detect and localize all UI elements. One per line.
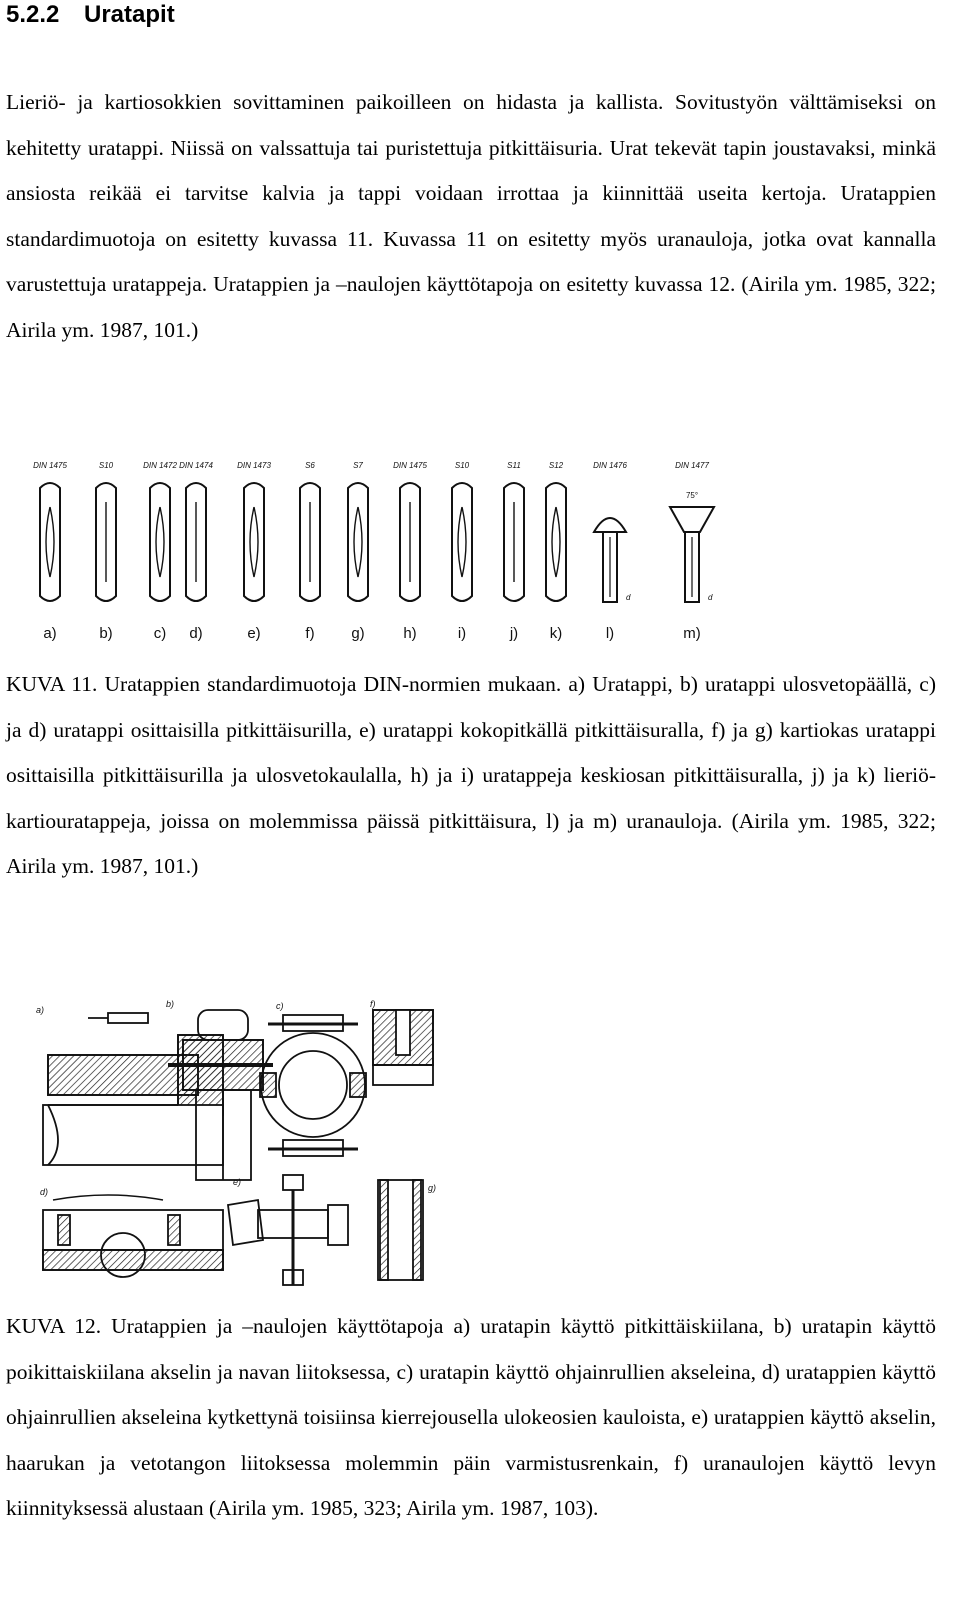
diameter-label: d <box>626 593 631 602</box>
drawing-f-nail-plate <box>373 1010 433 1085</box>
pin-standard-label: DIN 1476 <box>593 461 627 470</box>
grooved-pin-drawing <box>96 483 116 601</box>
figure-11-grooved-pins <box>28 452 728 648</box>
diameter-label: d <box>708 593 713 602</box>
drawing-label: g) <box>428 1183 437 1193</box>
pin-letter-label: j) <box>509 625 519 642</box>
grooved-pin-drawing <box>504 483 524 601</box>
grooved-pin-drawing <box>40 483 60 601</box>
grooved-pin-drawing <box>300 483 320 601</box>
grooved-nail-drawing <box>670 491 714 602</box>
drawing-label: d) <box>40 1187 49 1197</box>
pin-standard-label: S10 <box>98 461 114 470</box>
grooved-pin-drawing <box>400 483 420 601</box>
pin-letter-label: d) <box>189 625 203 642</box>
pin-standard-label: S11 <box>507 461 521 470</box>
drawing-label: c) <box>276 1001 284 1011</box>
pin-standard-label: S7 <box>353 461 363 470</box>
grooved-pin-drawing <box>546 483 566 601</box>
figure-12-drawing <box>28 995 448 1295</box>
pin-standard-label: DIN 1474 <box>179 461 213 470</box>
figure-11-caption: KUVA 11. Uratappien standardimuotoja DIN-normien mukaan. a) Uratappi, b) uratappi ulosvetopäällä, c) ja d) uratappi osittaisilla pitkittäisurilla, e) uratappi kokopitkällä pitkittäisuralla, f) ja g) kartiokas uratappi osittaisilla pitkittäisurilla ja ulosvetokaulalla, h) ja i) uratappeja keskiosan pitkittäisuralla, j) ja k) lieriö-kartiouratappeja, joissa on molemmissa päissä pitkittäisura, l) ja m) uranauloja. (Airila ym. 1985, 322; Airila ym. 1987, 101.) <box>6 672 936 878</box>
grooved-pin-drawing <box>186 483 206 601</box>
pin-letter-label: c) <box>153 625 167 642</box>
drawing-label: b) <box>166 999 175 1009</box>
grooved-pin-drawing <box>150 483 170 601</box>
angle-label: 75° <box>685 491 699 500</box>
drawing-d-spring-rollers <box>43 1195 223 1277</box>
pin-standard-label: DIN 1475 <box>33 461 67 470</box>
pin-letter-label: k) <box>549 625 563 642</box>
pin-letter-label: f) <box>305 625 315 642</box>
pin-standard-label: S10 <box>454 461 470 470</box>
pin-letter-label: m) <box>683 625 701 642</box>
pin-letter-label: g) <box>351 625 365 642</box>
pin-standard-label: DIN 1472 <box>143 461 177 470</box>
pin-letter-label: h) <box>403 625 417 642</box>
section-number: 5.2.2 <box>6 1 60 28</box>
pin-letter-label: a) <box>43 625 57 642</box>
drawing-label: f) <box>370 999 376 1009</box>
drawing-e-fork-rod <box>228 1175 348 1285</box>
figure-11-drawing <box>28 452 728 648</box>
pin-standard-label: S6 <box>305 461 315 470</box>
figure-12-usage-drawings <box>28 995 448 1295</box>
pin-standard-label: DIN 1473 <box>237 461 271 470</box>
pin-letter-label: l) <box>605 625 615 642</box>
grooved-nail-drawing <box>594 518 631 602</box>
section-title: Uratapit <box>84 1 175 28</box>
grooved-pin-drawing <box>348 483 368 601</box>
section-heading <box>6 0 175 30</box>
grooved-pin-drawing <box>244 483 264 601</box>
pin-letter-label: b) <box>99 625 113 642</box>
pin-letter-label: e) <box>247 625 261 642</box>
drawing-label: e) <box>233 1177 242 1187</box>
figure-12-caption: KUVA 12. Uratappien ja –naulojen käyttötapoja a) uratapin käyttö pitkittäiskiilana, b) uratapin käyttö poikittaiskiilana akselin ja navan liitoksessa, c) uratapin käyttö ohjainrullien akseleina, d) uratappien käyttö ohjainrullien akseleina kytkettynä toisiinsa kierrejousella ulokeosien kauloista, e) uratappien käyttö akselin, haarukan ja vetotangon liitoksessa molemmin päin varmistusrenkain, f) uranaulojen käyttö levyn kiinnityksessä alustaan (Airila ym. 1985, 323; Airila ym. 1987, 103). <box>6 1314 936 1520</box>
pin-standard-label: DIN 1477 <box>675 461 709 470</box>
pin-standard-label: DIN 1475 <box>393 461 427 470</box>
drawing-label: a) <box>36 1005 45 1015</box>
grooved-pin-drawing <box>452 483 472 601</box>
pin-letter-label: i) <box>457 625 467 642</box>
drawing-c-roller-frame <box>260 1015 366 1156</box>
pin-standard-label: S12 <box>548 461 564 470</box>
drawing-g-plate <box>378 1180 423 1280</box>
body-paragraph: Lieriö- ja kartiosokkien sovittaminen paikoilleen on hidasta ja kallista. Sovitustyön välttämiseksi on kehitetty uratappi. Niissä on valssattuja tai puristettuja pitkittäisuria. Urat tekevät tapin joustavaksi, minkä ansiosta reikää ei tarvitse kalvia ja tappi voidaan irrottaa ja kiinnittää useita kertoja. Uratappien standardimuotoja on esitetty kuvassa 11. Kuvassa 11 on esitetty myös uranauloja, jotka ovat kannalla varustettuja uratappeja. Uratappien ja –naulojen käyttötapoja on esitetty kuvassa 12. (Airila ym. 1985, 322; Airila ym. 1987, 101.) <box>6 90 936 342</box>
